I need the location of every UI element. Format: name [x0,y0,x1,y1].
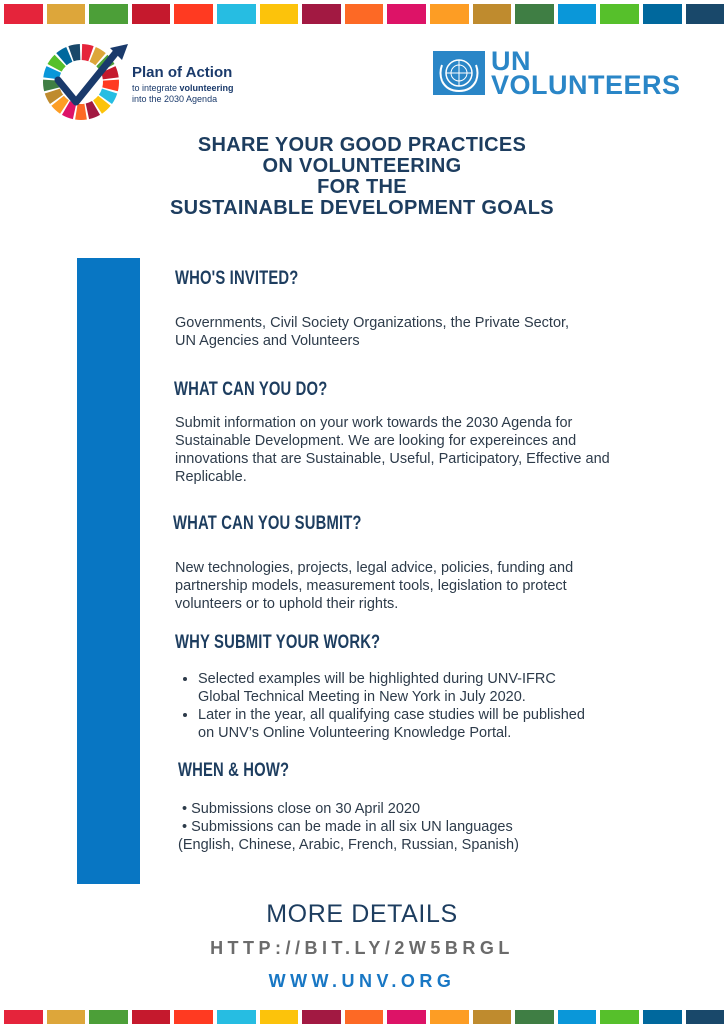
section-body-invited: Governments, Civil Society Organizations, the Private Sector, UN Agencies and Volunteers [175,315,570,349]
stripe-segment [473,1010,512,1024]
sdg-color-stripe-top [0,4,724,24]
stripe-segment [47,4,86,24]
section-body-why [178,670,585,742]
stripe-segment [89,1010,128,1024]
stripe-segment [473,4,512,24]
stripe-segment [643,1010,682,1024]
stripe-segment [47,1010,86,1024]
stripe-segment [387,4,426,24]
stripe-segment [174,1010,213,1024]
list-item: • Submissions can be made in all six UN languages [178,819,513,835]
stripe-segment [260,4,299,24]
stripe-segment [89,4,128,24]
un-emblem-icon [433,51,485,95]
page-headline [0,135,724,219]
stripe-segment [600,4,639,24]
stripe-segment [558,1010,597,1024]
stripe-segment [4,1010,43,1024]
stripe-segment [430,1010,469,1024]
more-details-heading: MORE DETAILS [266,900,458,928]
stripe-segment [132,4,171,24]
stripe-segment [345,4,384,24]
website-link[interactable]: WWW.UNV.ORG [268,971,456,991]
stripe-segment [174,4,213,24]
stripe-segment [515,1010,554,1024]
stripe-segment [260,1010,299,1024]
stripe-segment [430,4,469,24]
short-link[interactable]: HTTP://BIT.LY/2W5BRGL [210,938,514,958]
stripe-segment [686,1010,724,1024]
stripe-segment [217,4,256,24]
stripe-segment [345,1010,384,1024]
list-item: • Selected examples will be highlighted during UNV-IFRC Global Technical Meeting in New York in July 2020. [198,670,585,706]
section-title-when: WHEN & HOW? [178,760,290,781]
plan-of-action-title: Plan of Action [132,64,233,81]
stripe-segment [302,1010,341,1024]
plan-of-action-subtitle: to integrate volunteering into the 2030 Agenda [132,83,234,104]
headline-line: ON VOLUNTEERING [262,155,462,177]
section-title-invited: WHO'S INVITED? [175,268,299,289]
stripe-segment [600,1010,639,1024]
stripe-segment [132,1010,171,1024]
wheel-segment [102,80,119,92]
section-title-submit: WHAT CAN YOU SUBMIT? [173,513,362,534]
stripe-segment [686,4,724,24]
sdg-wheel-check-icon [40,40,135,125]
un-volunteers-logo-text: UN VOLUNTEERS [491,46,681,100]
section-body-when: • Submissions close on 30 April 2020 • Submissions can be made in all six UN languages (English, Chinese, Arabic, French, Russian, Spanish) [178,801,519,853]
wheel-segment [75,104,87,120]
section-body-do: Submit information on your work towards the 2030 Agenda for Sustainable Development. We are looking for expereinces and innovations that are Sustainable, Useful, Participatory, Effective and Replicable. [175,415,610,485]
accent-bar [77,258,140,884]
section-body-submit: New technologies, projects, legal advice, policies, funding and partnership models, measurement tools, legislation to protect volunteers or to uphold their rights. [175,560,574,612]
stripe-segment [558,4,597,24]
stripe-segment [4,4,43,24]
stripe-segment [515,4,554,24]
headline-line: FOR THE [317,176,407,198]
stripe-segment [643,4,682,24]
section-title-why: WHY SUBMIT YOUR WORK? [175,632,381,653]
list-item: • Later in the year, all qualifying case studies will be published on UNV’s Online Volunteering Knowledge Portal. [198,706,585,742]
stripe-segment [302,4,341,24]
stripe-segment [217,1010,256,1024]
headline-line: SHARE YOUR GOOD PRACTICES [197,134,527,156]
stripe-segment [387,1010,426,1024]
list-item: • Submissions close on 30 April 2020 [178,801,421,817]
section-title-do: WHAT CAN YOU DO? [174,379,328,400]
sdg-color-stripe-bottom [0,1010,724,1024]
headline-line: SUSTAINABLE DEVELOPMENT GOALS [170,197,554,219]
